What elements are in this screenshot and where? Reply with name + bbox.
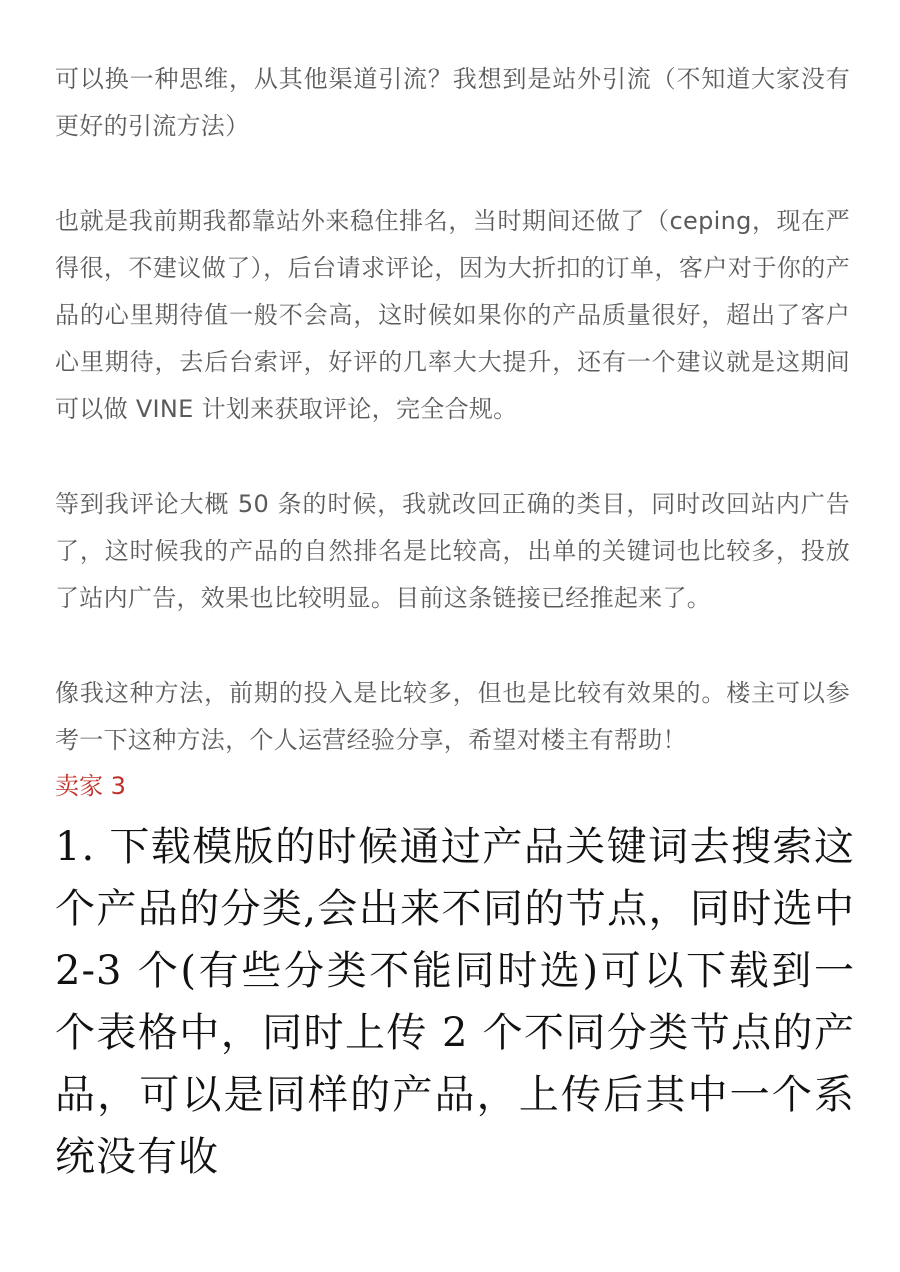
paragraph-4: 像我这种方法，前期的投入是比较多，但也是比较有效果的。楼主可以参考一下这种方法，个人运营经验分享，希望对楼主有帮助！: [55, 679, 850, 754]
paragraph-1: 可以换一种思维，从其他渠道引流？我想到是站外引流（不知道大家没有更好的引流方法）: [55, 65, 850, 140]
seller-label: 卖家 3: [55, 772, 126, 800]
paragraph-3: 等到我评论大概 50 条的时候，我就改回正确的类目，同时改回站内广告了，这时候我的产品的自然排名是比较高，出单的关键词也比较多，投放了站内广告，效果也比较明显。目前这条链接已经推起来了。: [55, 490, 850, 612]
paragraph-2: 也就是我前期我都靠站外来稳住排名，当时期间还做了（ceping，现在严得很，不建议做了），后台请求评论，因为大折扣的订单，客户对于你的产品的心里期待值一般不会高，这时候如果你的产品质量很好，超出了客户心里期待，去后台索评，好评的几率大大提升，还有一个建议就是这期间可以做 VINE 计划来获取评论，完全合规。: [55, 207, 850, 423]
large-paragraph: 1. 下载模版的时候通过产品关键词去搜索这个产品的分类,会出来不同的节点，同时选中 2-3 个(有些分类不能同时选)可以下载到一个表格中，同时上传 2 个不同分类节点的产品，可以是同样的产品，上传后其中一个系统没有收: [55, 824, 855, 1180]
